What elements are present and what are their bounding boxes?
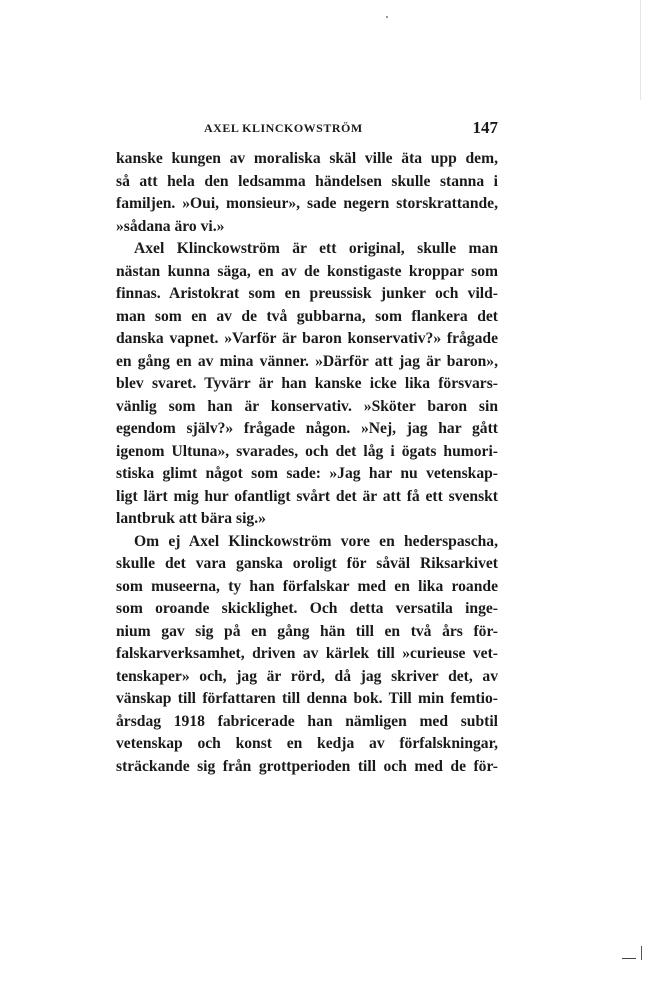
- text-line: tenskaper» och, jag är rörd, då jag skriver det, av: [116, 667, 498, 685]
- text-line: egendom själv?» frågade någon. »Nej, jag har gått: [116, 420, 498, 437]
- text-line: en gång en av mina vänner. »Därför att jag är baron»,: [116, 352, 498, 370]
- scan-edge-mark: [622, 958, 636, 959]
- text-line: så att hela den ledsamma händelsen skulle stanna i: [116, 172, 498, 190]
- text-line: blev svaret. Tyvärr är han kanske icke lika försvars-: [116, 375, 498, 392]
- body-text: [116, 148, 498, 778]
- text-line: som museerna, ty han förfalskar med en lika roande: [116, 577, 498, 595]
- text-line: nium gav sig på en gång hän till en två års för-: [116, 622, 498, 640]
- text-line: vänlig som han är konservativ. »Sköter baron sin: [116, 397, 498, 415]
- text-line: kanske kungen av moraliska skäl ville äta upp dem,: [116, 150, 498, 167]
- text-line: »sådana äro vi.»: [116, 217, 225, 235]
- text-line: man som en av de två gubbarna, som flankera det: [116, 307, 498, 325]
- text-line: ligt lärt mig hur ofantligt svårt det är att få ett svenskt: [116, 487, 498, 505]
- text-line: lantbruk att bära sig.»: [116, 510, 266, 527]
- text-line: stiska glimt något som sade: »Jag har nu vetenskap-: [116, 465, 498, 482]
- text-line: skulle det vara ganska oroligt för såväl Riksarkivet: [116, 555, 498, 572]
- text-line: sträckande sig från grottperioden till och med de för-: [116, 757, 498, 775]
- text-line: igenom Ultuna», svarades, och det låg i ögats humori-: [116, 442, 498, 460]
- scan-edge-mark: [640, 0, 641, 100]
- text-line: vetenskap och konst en kedja av förfalskningar,: [116, 735, 498, 752]
- scan-edge-mark: [641, 946, 642, 960]
- scan-edge-mark: [386, 16, 388, 18]
- text-line: finnas. Aristokrat som en preussisk junker och vild-: [116, 285, 498, 302]
- text-line: nästan kunna säga, en av de konstigaste kroppar som: [116, 262, 498, 280]
- text-line: som oroande skicklighet. Och detta versatila inge-: [116, 600, 498, 617]
- page-number: 147: [472, 118, 498, 137]
- page-header: [116, 118, 498, 140]
- text-line: vänskap till författaren till denna bok. Till min femtio-: [116, 690, 498, 707]
- running-head: AXEL KLINCKOWSTRÖM: [204, 121, 363, 135]
- text-line: Om ej Axel Klinckowström vore en hederspascha,: [134, 532, 498, 550]
- text-line: danska vapnet. »Varför är baron konservativ?» frågade: [116, 330, 498, 347]
- text-line: falskarverksamhet, driven av kärlek till »curieuse vet-: [116, 645, 498, 662]
- text-line: Axel Klinckowström är ett original, skulle man: [134, 240, 498, 257]
- text-line: familjen. »Oui, monsieur», sade negern storskrattande,: [116, 195, 498, 212]
- text-line: årsdag 1918 fabricerade han nämligen med subtil: [116, 712, 498, 730]
